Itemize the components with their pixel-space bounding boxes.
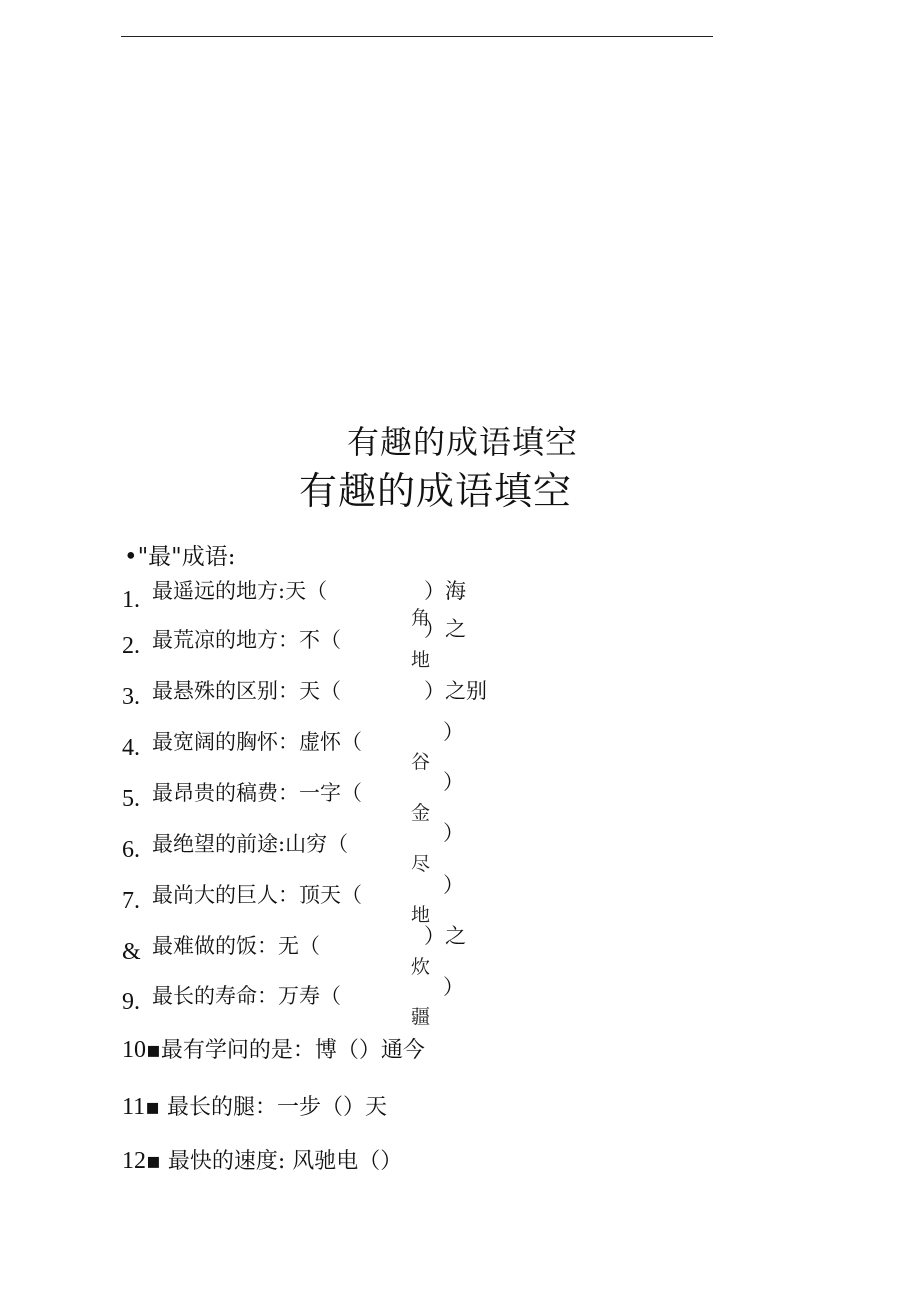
item-number: 4. <box>122 735 140 761</box>
item-tail: ）之别 <box>424 679 487 703</box>
item-question: 最悬殊的区别：天（ <box>152 679 341 703</box>
page-title-small: 有趣的成语填空 <box>347 423 579 461</box>
item-number: 6. <box>122 837 140 863</box>
item-question: 最尚大的巨人：顶天（ <box>152 883 362 907</box>
list-item <box>122 1035 425 1066</box>
page-title-large: 有趣的成语填空 <box>299 469 573 513</box>
item-text: ▪最有学问的是：博（）通今 <box>146 1038 425 1063</box>
item-number: 5. <box>122 786 140 812</box>
item-question: 最宽阔的胸怀：虚怀（ <box>152 730 362 754</box>
item-text: ▪ 最长的腿：一步（）天 <box>145 1095 388 1120</box>
item-stray-char: 谷 <box>411 751 431 773</box>
header-rule <box>121 36 713 37</box>
item-stray-char: 疆 <box>411 1006 431 1028</box>
item-question: 最难做的饭：无（ <box>152 934 320 958</box>
item-tail: ） <box>443 770 464 794</box>
list-item <box>122 1092 387 1123</box>
item-tail: ）之 <box>424 617 466 641</box>
item-number: 9. <box>122 989 140 1015</box>
item-question: 最荒凉的地方：不（ <box>152 628 341 652</box>
item-number: 11 <box>122 1094 146 1120</box>
item-number: 10 <box>122 1037 146 1063</box>
item-stray-char: 地 <box>411 649 431 671</box>
item-tail: ） <box>443 821 464 845</box>
item-question: 最遥远的地方:天（ <box>152 579 328 603</box>
item-tail: ） <box>443 873 464 897</box>
item-tail: ）海 <box>424 579 466 603</box>
item-text: ▪ 最快的速度: 风驰电（） <box>146 1149 403 1174</box>
item-question: 最昂贵的稿费：一字（ <box>152 781 362 805</box>
item-tail: ）之 <box>424 924 466 948</box>
item-stray-char: 地 <box>411 904 431 926</box>
section-heading: •"最"成语: <box>124 544 236 570</box>
item-number: 12 <box>122 1148 146 1174</box>
item-number: & <box>122 939 141 965</box>
list-item <box>122 1146 402 1177</box>
item-stray-char: 角 <box>411 607 431 629</box>
item-number: 7. <box>122 888 140 914</box>
item-stray-char: 炊 <box>411 956 431 978</box>
item-question: 最长的寿命：万寿（ <box>152 984 341 1008</box>
item-number: 3. <box>122 684 140 710</box>
item-stray-char: 尽 <box>411 853 431 875</box>
item-stray-char: 金 <box>411 802 431 824</box>
item-number: 2. <box>122 633 140 659</box>
item-tail: ） <box>443 720 464 744</box>
item-number: 1. <box>122 587 140 613</box>
item-question: 最绝望的前途:山穷（ <box>152 832 349 856</box>
item-tail: ） <box>443 975 464 999</box>
